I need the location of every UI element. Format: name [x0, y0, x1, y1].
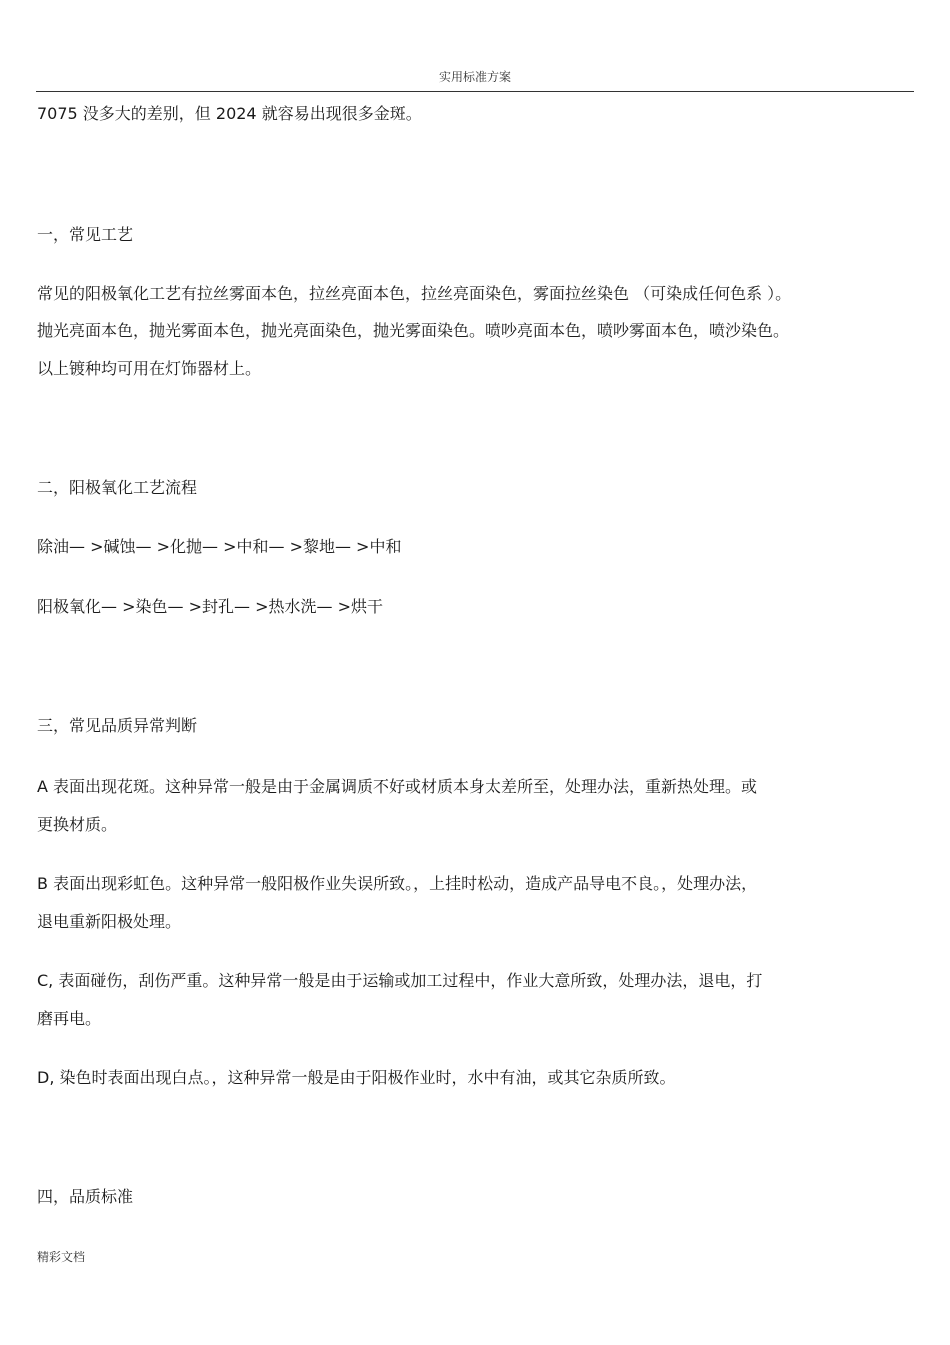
section3-heading: 三，常见品质异常判断: [37, 716, 198, 735]
item-a-line-1: A 表面出现花斑。这种异常一般是由于金属调质不好或材质本身太差所至，处理办法，重新热处理。或: [37, 777, 758, 796]
item-d-line-1: D, 染色时表面出现白点。，这种异常一般是由于阳极作业时，水中有油，或其它杂质所致。: [37, 1068, 676, 1087]
header-divider: [36, 91, 914, 92]
item-c-line-1: C, 表面碰伤，刮伤严重。这种异常一般是由于运输或加工过程中，作业大意所致，处理办法，退电，打: [37, 971, 763, 990]
section1-line-3: 以上镀种均可用在灯饰器材上。: [37, 359, 262, 378]
section2-flow-1: 除油— >碱蚀— >化抛— >中和— >黎地— >中和: [37, 537, 402, 556]
section1-line-1: 常见的阳极氧化工艺有拉丝雾面本色，拉丝亮面本色，拉丝亮面染色，雾面拉丝染色 （可染成任何色系 ）。: [37, 284, 792, 303]
section1-heading: 一，常见工艺: [37, 225, 134, 244]
item-c-line-2: 磨再电。: [37, 1009, 102, 1028]
section1-line-2: 抛光亮面本色，抛光雾面本色，抛光亮面染色，抛光雾面染色。喷吵亮面本色，喷吵雾面本色，喷沙染色。: [37, 321, 790, 340]
section4-heading: 四，品质标准: [37, 1187, 134, 1206]
item-a-line-2: 更换材质。: [37, 815, 118, 834]
item-b-line-1: B 表面出现彩虹色。这种异常一般阳极作业失误所致。，上挂时松动，造成产品导电不良。，处理办法，: [37, 874, 758, 893]
item-b-line-2: 退电重新阳极处理。: [37, 912, 182, 931]
section2-flow-2: 阳极氧化— >染色— >封孔— >热水洗— >烘干: [37, 597, 383, 616]
intro-line: 7075 没多大的差别，但 2024 就容易出现很多金斑。: [37, 104, 422, 123]
page-footer-text: 精彩文档: [37, 1250, 86, 1264]
section2-heading: 二，阳极氧化工艺流程: [37, 478, 198, 497]
page-header-title: 实用标准方案: [438, 70, 511, 84]
